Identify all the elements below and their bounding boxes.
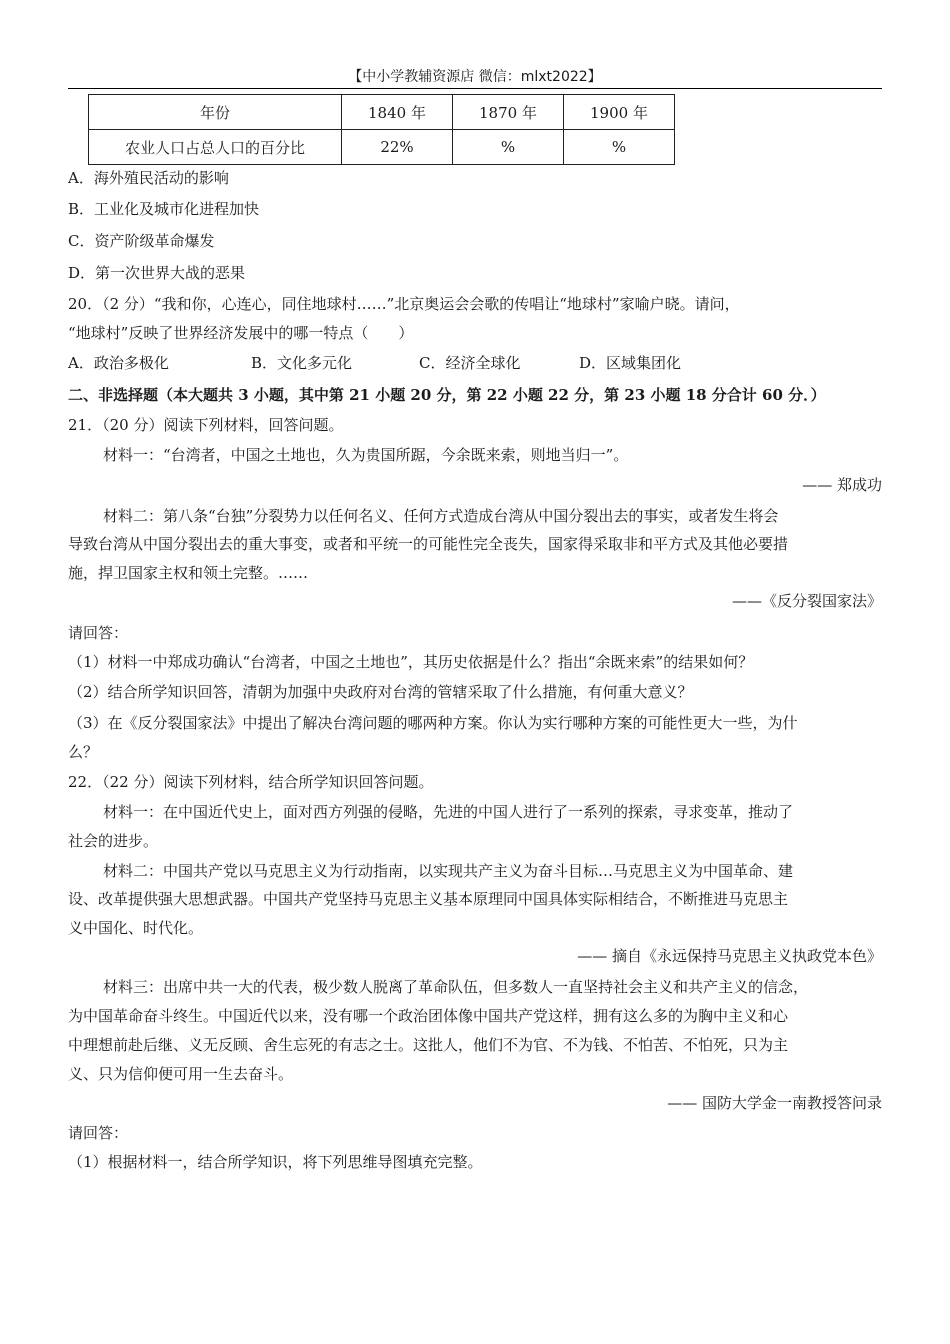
q21-material-2-line-2: 导致台湾从中国分裂出去的重大事变，或者和平统一的可能性完全丧失，国家得采取非和平方式及其他必要措 (68, 535, 789, 553)
q22-material-2-line-1: 材料二：中国共产党以马克思主义为行动指南，以实现共产主义为奋斗目标…马克思主义为中国革命、建 (103, 862, 794, 880)
q20-option-b: B．文化多元化 (251, 354, 353, 372)
table-cell: 22% (342, 130, 453, 165)
q20-option-d: D．区域集团化 (579, 354, 682, 372)
q21-question-3-line-2: 么？ (68, 743, 99, 761)
section-2-title: 二、非选择题（本大题共 3 小题，其中第 21 小题 20 分，第 22 小题 22 分，第 23 小题 18 分合计 60 分．） (68, 386, 826, 404)
table-header-cell: 1870 年 (453, 95, 564, 130)
q22-material-3-line-3: 中理想前赴后继、义无反顾、舍生忘死的有志之士。这批人，他们不为官、不为钱、不怕苦、不怕死，只为主 (68, 1036, 789, 1054)
q19-option-a: A．海外殖民活动的影响 (68, 169, 229, 187)
q19-option-b: B．工业化及城市化进程加快 (68, 200, 260, 218)
q22-material-2-source: —— 摘自《永远保持马克思主义执政党本色》 (577, 947, 882, 965)
q22-answer-prompt: 请回答： (68, 1124, 129, 1142)
q22-material-3-line-2: 为中国革命奋斗终生。中国近代以来，没有哪一个政治团体像中国共产党这样，拥有这么多的为胸中主义和心 (68, 1007, 789, 1025)
table-cell: 农业人口占总人口的百分比 (89, 130, 342, 165)
q21-question-1: （1）材料一中郑成功确认“台湾者，中国之土地也”，其历史依据是什么？指出“余既来索”的结果如何？ (68, 653, 754, 671)
q20-option-a: A．政治多极化 (68, 354, 169, 372)
table-row (89, 130, 675, 165)
table-header-cell: 1900 年 (564, 95, 675, 130)
page-header: 【中小学教辅资源店 微信：mlxt2022】 (348, 69, 602, 85)
q20-stem-line-2: “地球村”反映了世界经济发展中的哪一特点（ ） (68, 324, 414, 342)
q21-material-1: 材料一：“台湾者，中国之土地也，久为贵国所踞，今余既来索，则地当归一”。 (103, 446, 629, 464)
q22-stem: 22．（22 分）阅读下列材料，结合所学知识回答问题。 (68, 773, 434, 791)
table-cell: % (453, 130, 564, 165)
q20-option-c: C．经济全球化 (419, 354, 521, 372)
q22-material-1-line-1: 材料一：在中国近代史上，面对西方列强的侵略，先进的中国人进行了一系列的探索，寻求变革，推动了 (103, 803, 794, 821)
q21-material-2-line-1: 材料二：第八条“台独”分裂势力以任何名义、任何方式造成台湾从中国分裂出去的事实，或者发生将会 (103, 507, 779, 525)
q22-question-1: （1）根据材料一，结合所学知识，将下列思维导图填充完整。 (68, 1153, 483, 1171)
q21-material-2-line-3: 施，捍卫国家主权和领土完整。…… (68, 564, 309, 582)
q20-options (68, 352, 681, 374)
table-header-cell: 年份 (89, 95, 342, 130)
q22-material-3-line-4: 义、只为信仰便可用一生去奋斗。 (68, 1065, 294, 1083)
q22-material-3-line-1: 材料三：出席中共一大的代表，极少数人脱离了革命队伍，但多数人一直坚持社会主义和共产主义的信念， (103, 978, 809, 996)
population-table (88, 94, 675, 165)
q19-option-d: D．第一次世界大战的恶果 (68, 264, 246, 282)
q21-question-2: （2）结合所学知识回答，清朝为加强中央政府对台湾的管辖采取了什么措施，有何重大意义？ (68, 683, 693, 701)
table-header-row (89, 95, 675, 130)
q22-material-3-source: —— 国防大学金一南教授答问录 (667, 1094, 882, 1112)
q19-option-c: C．资产阶级革命爆发 (68, 232, 215, 250)
q21-stem: 21．（20 分）阅读下列材料，回答问题。 (68, 416, 344, 434)
q20-stem-line-1: 20．（2 分）“我和你，心连心，同住地球村……”北京奥运会会歌的传唱让“地球村”家喻户晓。请问， (68, 295, 740, 313)
q22-material-2-line-3: 义中国化、时代化。 (68, 919, 204, 937)
q21-material-2-source: ——《反分裂国家法》 (731, 592, 882, 610)
q21-question-3-line-1: （3）在《反分裂国家法》中提出了解决台湾问题的哪两种方案。你认为实行哪种方案的可能性更大一些，为什 (68, 714, 798, 732)
q21-material-1-source: —— 郑成功 (802, 476, 882, 494)
q21-answer-prompt: 请回答： (68, 624, 129, 642)
table-header-cell: 1840 年 (342, 95, 453, 130)
table-cell: % (564, 130, 675, 165)
header-rule (68, 88, 882, 89)
q22-material-1-line-2: 社会的进步。 (68, 832, 159, 850)
q22-material-2-line-2: 设、改革提供强大思想武器。中国共产党坚持马克思主义基本原理同中国具体实际相结合，不断推进马克思主 (68, 890, 789, 908)
